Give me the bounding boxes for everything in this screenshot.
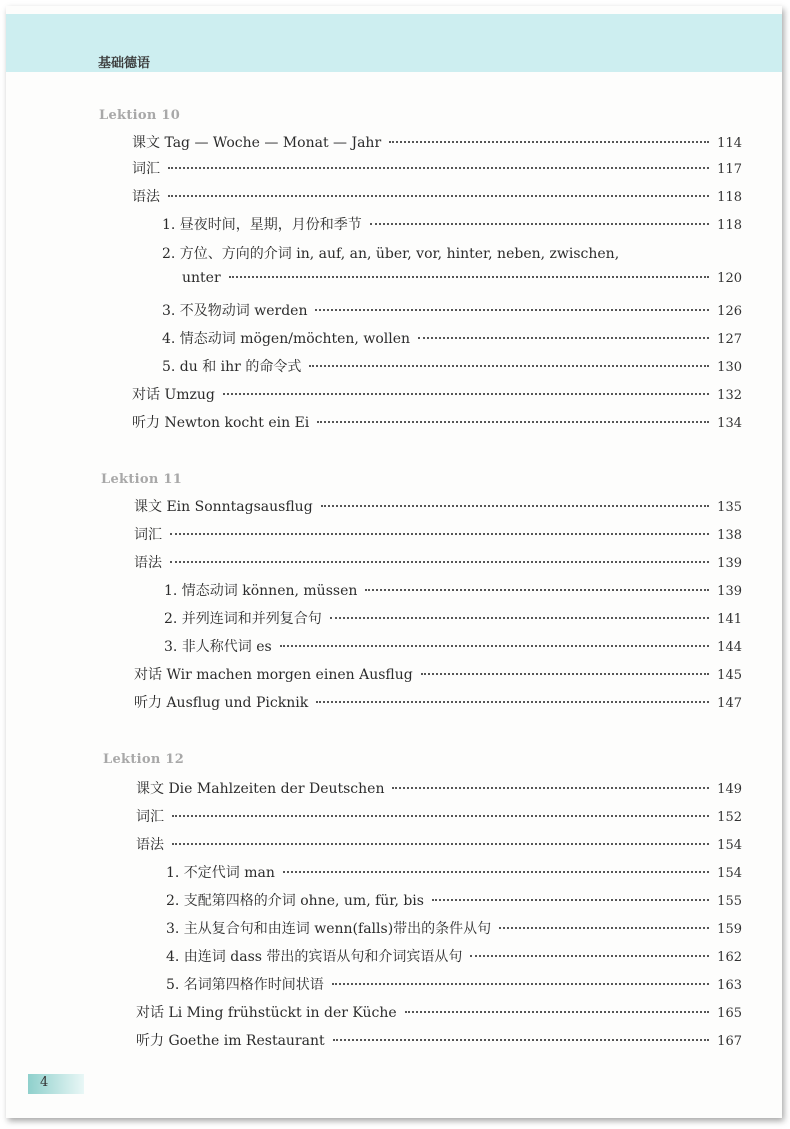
entry-page: 165 — [717, 1006, 742, 1021]
entry-label: 4. 情态动词 mögen/möchten, wollen — [162, 331, 411, 347]
entry-page: 167 — [717, 1034, 742, 1049]
entry-label: 语法 — [136, 837, 164, 853]
dot-leader — [470, 955, 709, 957]
toc-entry[interactable] — [132, 132, 742, 154]
toc-entry[interactable] — [132, 412, 742, 434]
entry-label: 词汇 — [132, 161, 160, 177]
dot-leader — [499, 927, 709, 929]
lektion-heading: Lektion 12 — [103, 752, 185, 767]
entry-label: 3. 主从复合句和由连词 wenn(falls)带出的条件从句 — [166, 921, 492, 937]
entry-page: 118 — [717, 190, 742, 205]
dot-leader — [333, 1039, 710, 1041]
entry-label: 5. du 和 ihr 的命令式 — [162, 359, 302, 375]
entry-page: 130 — [717, 360, 742, 375]
entry-page: 162 — [717, 950, 742, 965]
entry-label-continued: unter — [182, 270, 221, 286]
entry-label: 1. 情态动词 können, müssen — [164, 583, 358, 599]
entry-label: 2. 支配第四格的介词 ohne, um, für, bis — [166, 893, 424, 909]
entry-page: 144 — [717, 640, 742, 655]
entry-page: 155 — [717, 894, 742, 909]
toc-entry[interactable] — [134, 552, 742, 574]
entry-label: 1. 昼夜时间，星期，月份和季节 — [162, 217, 362, 233]
entry-label: 听力 Ausflug und Picknik — [134, 695, 309, 711]
entry-label: 课文 Die Mahlzeiten der Deutschen — [136, 781, 385, 797]
entry-label: 课文 Tag — Woche — Monat — Jahr — [132, 135, 382, 151]
page-number: 4 — [40, 1075, 49, 1090]
dot-leader — [309, 365, 709, 367]
entry-label: 听力 Goethe im Restaurant — [136, 1033, 325, 1049]
entry-page: 154 — [717, 866, 742, 881]
toc-entry[interactable] — [136, 806, 742, 828]
entry-page: 127 — [717, 332, 742, 347]
entry-page: 145 — [717, 668, 742, 683]
entry-label: 2. 并列连词和并列复合句 — [164, 611, 322, 627]
toc-entry[interactable] — [162, 214, 742, 236]
toc-entry[interactable] — [162, 300, 742, 322]
entry-page: 149 — [717, 782, 742, 797]
entry-label: 听力 Newton kocht ein Ei — [132, 415, 310, 431]
toc-entry[interactable] — [182, 270, 742, 292]
dot-leader — [370, 223, 709, 225]
dot-leader — [330, 617, 709, 619]
dot-leader — [223, 393, 709, 395]
entry-page: 117 — [717, 162, 742, 177]
dot-leader — [321, 505, 710, 507]
footer-tab — [28, 1074, 84, 1094]
dot-leader — [283, 871, 709, 873]
toc-entry[interactable] — [162, 328, 742, 350]
dot-leader — [418, 337, 709, 339]
dot-leader — [365, 589, 709, 591]
dot-leader — [172, 815, 709, 817]
toc-entry[interactable] — [134, 692, 742, 714]
entry-page: 132 — [717, 388, 742, 403]
entry-page: 138 — [717, 528, 742, 543]
toc-entry[interactable] — [164, 580, 742, 602]
entry-page: 163 — [717, 978, 742, 993]
book-title: 基础德语 — [98, 56, 151, 71]
dot-leader — [332, 983, 709, 985]
entry-label: 3. 不及物动词 werden — [162, 303, 308, 319]
entry-page: 114 — [717, 136, 742, 151]
dot-leader — [405, 1011, 709, 1013]
toc-entry[interactable] — [166, 974, 742, 996]
dot-leader — [389, 141, 709, 143]
toc-entry[interactable] — [136, 1030, 742, 1052]
dot-leader — [392, 787, 709, 789]
entry-page: 126 — [717, 304, 742, 319]
toc-entry[interactable] — [164, 636, 742, 658]
entry-page: 147 — [717, 696, 742, 711]
toc-entry[interactable] — [136, 1002, 742, 1024]
entry-label: 4. 由连词 dass 带出的宾语从句和介词宾语从句 — [166, 949, 463, 965]
toc-entry[interactable] — [134, 664, 742, 686]
toc-entry[interactable] — [162, 356, 742, 378]
entry-label: 对话 Umzug — [132, 387, 215, 403]
toc-entry[interactable] — [166, 890, 742, 912]
entry-page: 141 — [717, 612, 742, 627]
dot-leader — [280, 645, 709, 647]
toc-entry[interactable] — [166, 918, 742, 940]
toc-entry[interactable] — [132, 186, 742, 208]
toc-entry[interactable] — [136, 778, 742, 800]
dot-leader — [168, 167, 709, 169]
entry-label: 对话 Li Ming frühstückt in der Küche — [136, 1005, 397, 1021]
entry-label: 课文 Ein Sonntagsausflug — [134, 499, 313, 515]
entry-label: 1. 不定代词 man — [166, 865, 275, 881]
dot-leader — [432, 899, 709, 901]
dot-leader — [229, 276, 710, 278]
entry-label: 语法 — [134, 555, 162, 571]
toc-entry[interactable] — [164, 608, 742, 630]
entry-page: 159 — [717, 922, 742, 937]
entry-label: 语法 — [132, 189, 160, 205]
lektion-heading: Lektion 11 — [101, 472, 183, 487]
dot-leader — [421, 673, 709, 675]
entry-label: 词汇 — [136, 809, 164, 825]
entry-label: 对话 Wir machen morgen einen Ausflug — [134, 667, 413, 683]
entry-page: 134 — [717, 416, 742, 431]
entry-page: 154 — [717, 838, 742, 853]
toc-entry[interactable] — [132, 158, 742, 180]
dot-leader — [170, 533, 709, 535]
toc-entry[interactable] — [166, 862, 742, 884]
toc-entry[interactable] — [132, 384, 742, 406]
dot-leader — [317, 421, 709, 423]
dot-leader — [170, 561, 709, 563]
dot-leader — [168, 195, 709, 197]
dot-leader — [172, 843, 709, 845]
book-page — [6, 6, 782, 1118]
toc-entry[interactable] — [134, 524, 742, 546]
toc-entry[interactable] — [134, 496, 742, 518]
toc-entry[interactable] — [136, 834, 742, 856]
entry-page: 118 — [717, 218, 742, 233]
entry-label: 3. 非人称代词 es — [164, 639, 272, 655]
dot-leader — [316, 701, 709, 703]
entry-label[interactable]: 2. 方位、方向的介词 in, auf, an, über, vor, hinter, neben, zwischen, — [162, 246, 620, 262]
dot-leader — [315, 309, 709, 311]
entry-label: 5. 名词第四格作时间状语 — [166, 977, 324, 993]
entry-page: 120 — [717, 271, 742, 286]
entry-label: 词汇 — [134, 527, 162, 543]
entry-page: 152 — [717, 810, 742, 825]
toc-entry[interactable] — [166, 946, 742, 968]
entry-page: 139 — [717, 584, 742, 599]
lektion-heading: Lektion 10 — [99, 108, 181, 123]
entry-page: 135 — [717, 500, 742, 515]
entry-page: 139 — [717, 556, 742, 571]
